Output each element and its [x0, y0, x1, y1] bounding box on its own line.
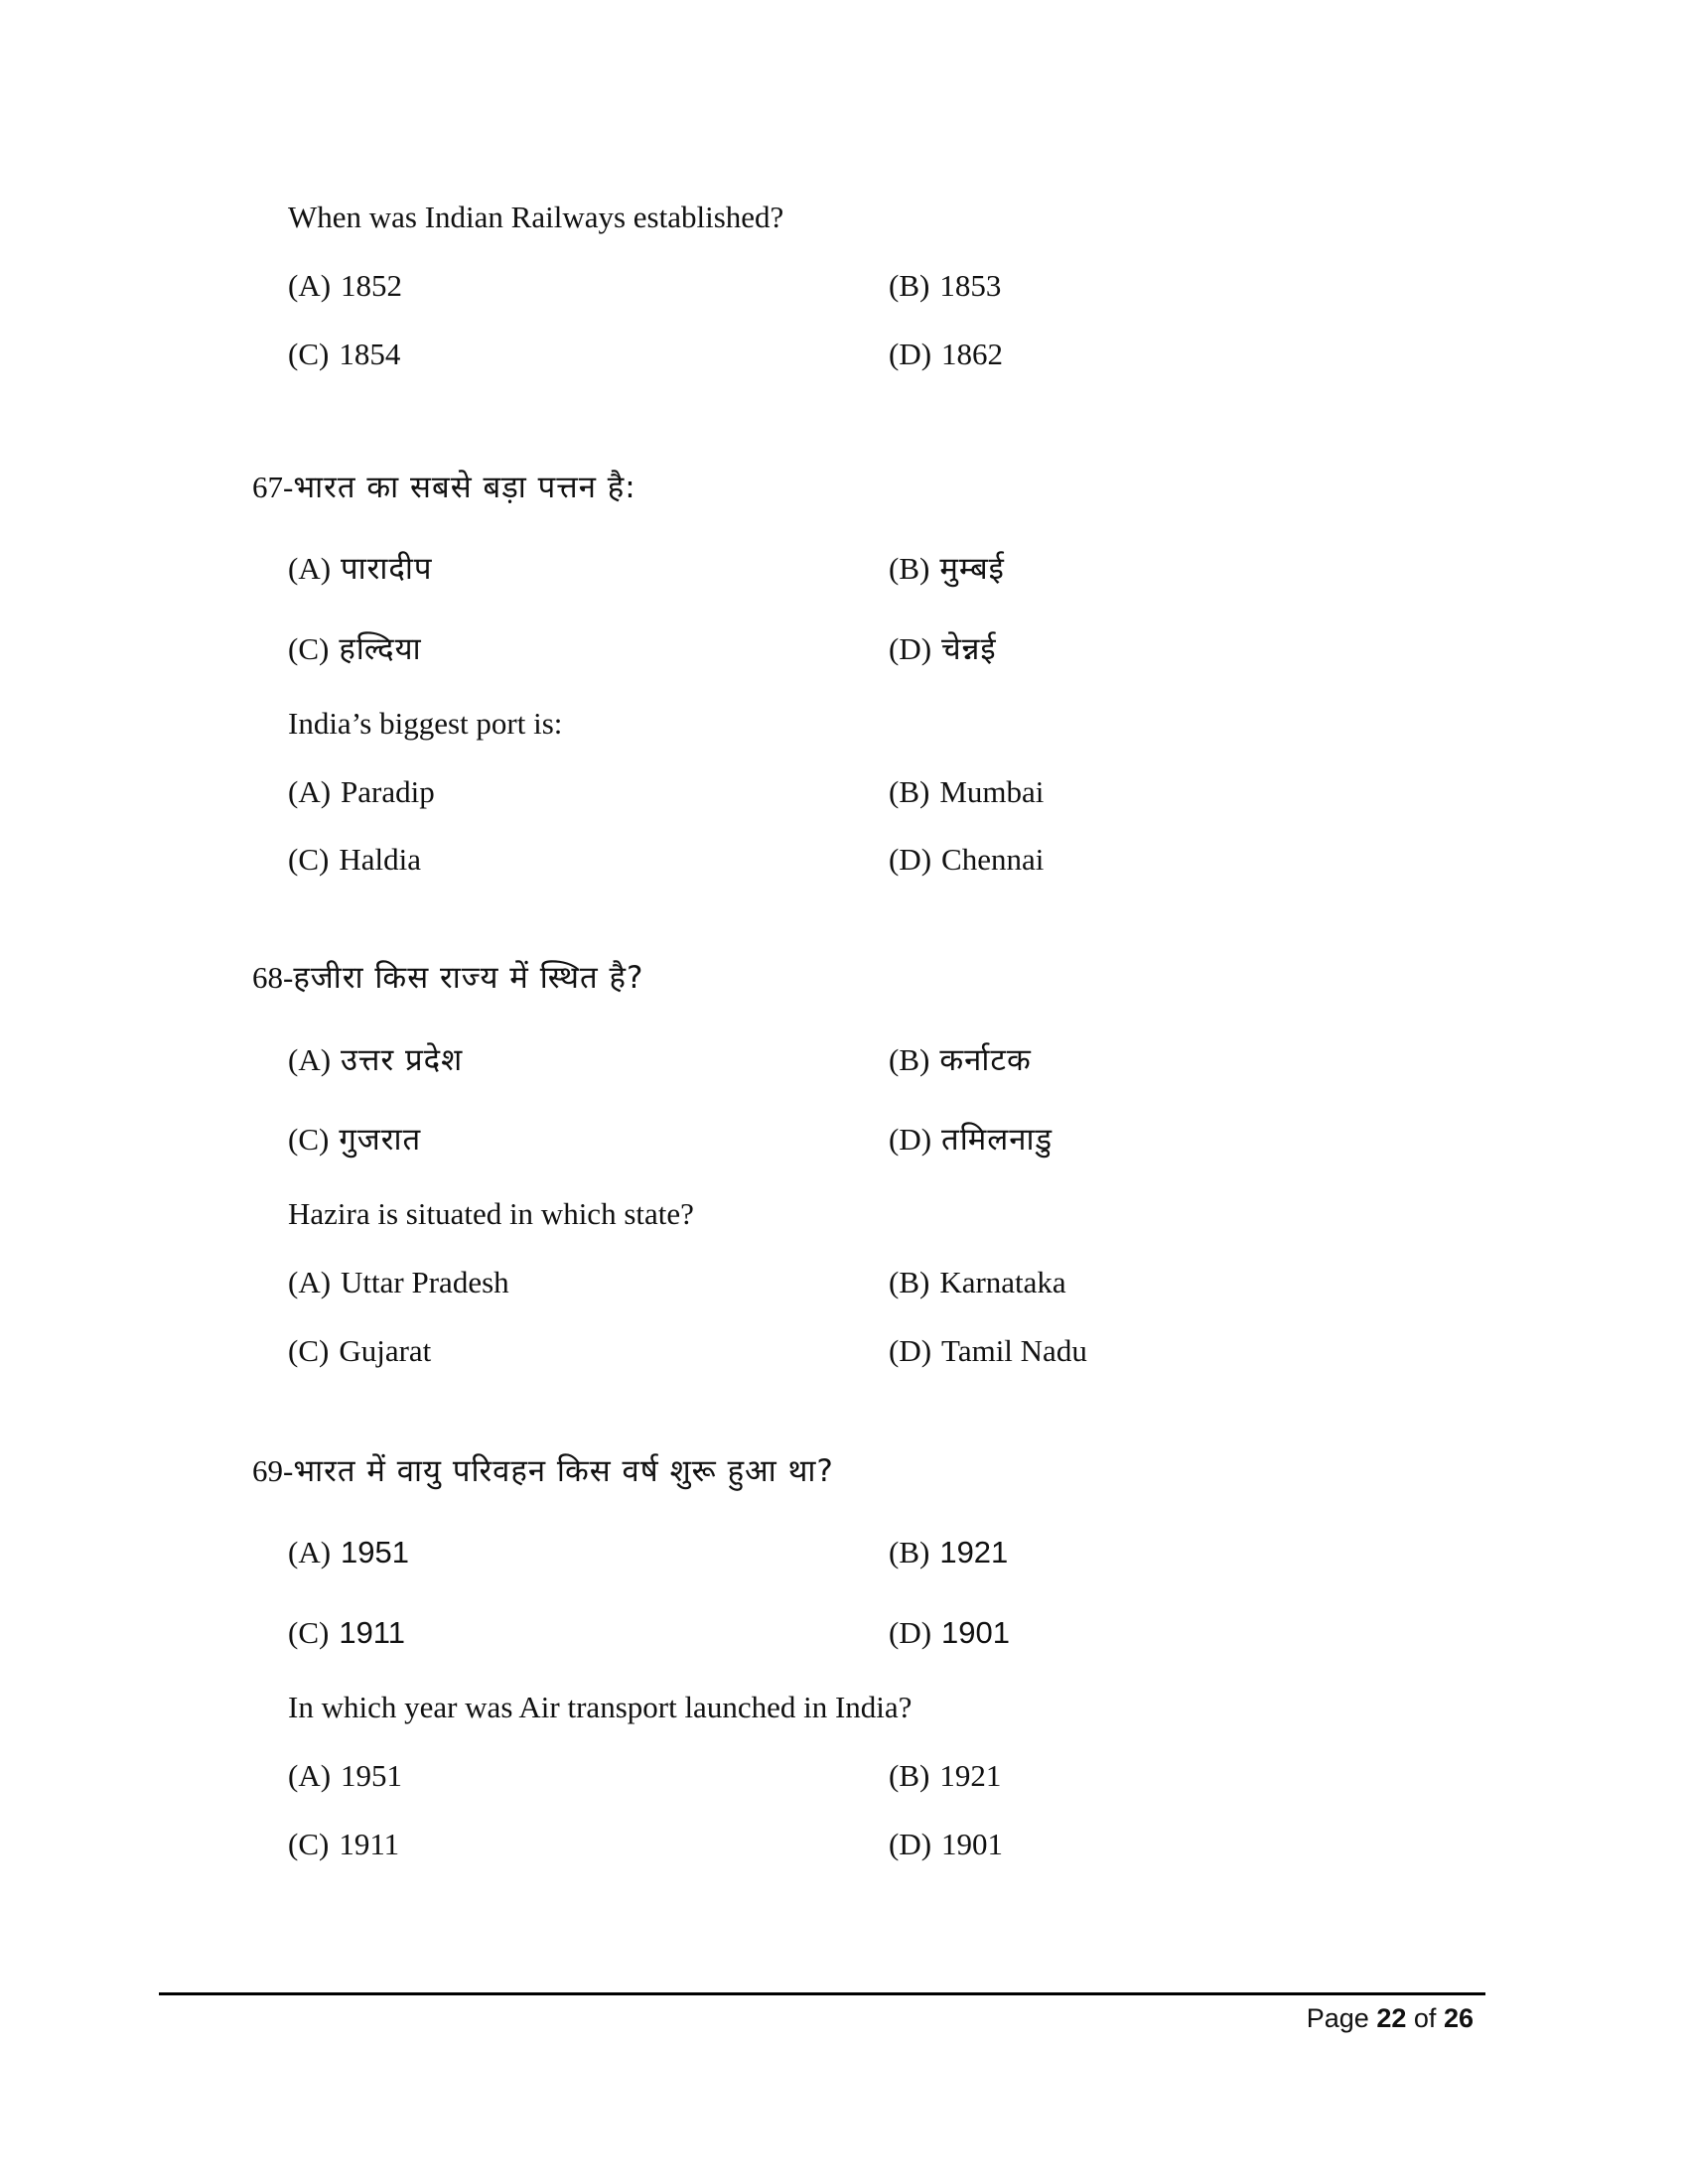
question-68-english — [288, 1194, 694, 1234]
option-letter: (B) — [889, 268, 930, 303]
option-a — [288, 549, 433, 589]
option-text: Tamil Nadu — [941, 1333, 1087, 1368]
question-text: When was Indian Railways established? — [288, 200, 784, 234]
option-letter: (D) — [889, 337, 932, 371]
question-number: 67- — [252, 470, 294, 504]
option-text: हल्दिया — [339, 631, 422, 667]
option-c — [288, 335, 400, 374]
question-text: In which year was Air transport launched in India? — [288, 1690, 913, 1724]
option-b — [889, 1533, 1008, 1572]
option-text: Paradip — [341, 774, 435, 809]
question-69-hindi — [252, 1451, 834, 1491]
option-letter: (D) — [889, 1122, 932, 1157]
question-number: 68- — [252, 960, 294, 995]
option-letter: (B) — [889, 1042, 930, 1077]
question-66-english — [288, 198, 783, 237]
option-letter: (D) — [889, 631, 932, 666]
option-b — [889, 266, 1001, 306]
option-letter: (C) — [288, 1333, 330, 1368]
question-69-english — [288, 1688, 912, 1727]
option-a — [288, 1756, 402, 1796]
option-text: 1911 — [339, 1615, 405, 1650]
option-letter: (C) — [288, 1827, 330, 1861]
option-a — [288, 772, 435, 812]
option-d — [889, 1331, 1087, 1371]
option-letter: (A) — [288, 1535, 332, 1570]
option-letter: (C) — [288, 842, 330, 877]
option-text: 1921 — [939, 1758, 1002, 1793]
option-b — [889, 772, 1044, 812]
option-text: Gujarat — [339, 1333, 432, 1368]
option-letter: (D) — [889, 1615, 932, 1650]
option-c — [288, 1825, 399, 1864]
option-letter: (B) — [889, 551, 930, 586]
page-label: Page — [1306, 2003, 1369, 2033]
option-b — [889, 1263, 1066, 1302]
of-label: of — [1413, 2003, 1437, 2033]
option-letter: (B) — [889, 1265, 930, 1299]
question-67-hindi — [252, 468, 636, 507]
option-c — [288, 1331, 431, 1371]
option-text: 1901 — [941, 1827, 1004, 1861]
question-68-hindi — [252, 958, 643, 998]
question-number: 69- — [252, 1453, 294, 1488]
option-letter: (A) — [288, 551, 332, 586]
question-text: हजीरा किस राज्य में स्थित है? — [293, 960, 644, 996]
option-text: चेन्नई — [941, 631, 997, 667]
option-d — [889, 1825, 1003, 1864]
option-letter: (B) — [889, 774, 930, 809]
question-text: Hazira is situated in which state? — [288, 1196, 694, 1231]
option-letter: (B) — [889, 1535, 930, 1570]
option-letter: (A) — [288, 1042, 332, 1077]
option-letter: (A) — [288, 1265, 332, 1299]
question-text: India’s biggest port is: — [288, 706, 563, 741]
option-a — [288, 1263, 509, 1302]
option-text: उत्तर प्रदेश — [341, 1042, 464, 1078]
option-text: 1852 — [341, 268, 403, 303]
option-text: 1853 — [939, 268, 1002, 303]
option-b — [889, 549, 1005, 589]
option-letter: (D) — [889, 1827, 932, 1861]
option-text: 1911 — [339, 1827, 400, 1861]
option-text: Uttar Pradesh — [341, 1265, 509, 1299]
option-letter: (C) — [288, 337, 330, 371]
option-text: 1951 — [341, 1758, 403, 1793]
option-letter: (D) — [889, 842, 932, 877]
question-67-english — [288, 704, 562, 744]
option-letter: (A) — [288, 774, 332, 809]
option-letter: (A) — [288, 268, 332, 303]
option-c — [288, 1613, 405, 1653]
option-d — [889, 1120, 1053, 1160]
option-letter: (C) — [288, 1615, 330, 1650]
option-b — [889, 1040, 1032, 1080]
option-c — [288, 1120, 421, 1160]
option-text: Karnataka — [939, 1265, 1066, 1299]
option-text: 1951 — [341, 1535, 410, 1570]
page-current: 22 — [1376, 2003, 1407, 2033]
option-text: मुम्बई — [939, 551, 1005, 587]
option-text: पारादीप — [341, 551, 433, 587]
option-c — [288, 629, 422, 669]
option-d — [889, 840, 1044, 880]
option-a — [288, 1040, 463, 1080]
question-text: भारत का सबसे बड़ा पत्तन है: — [293, 470, 636, 505]
option-text: गुजरात — [339, 1122, 422, 1158]
option-b — [889, 1756, 1001, 1796]
question-text: भारत में वायु परिवहन किस वर्ष शुरू हुआ था? — [293, 1453, 834, 1489]
option-text: तमिलनाडु — [941, 1122, 1054, 1158]
option-letter: (A) — [288, 1758, 332, 1793]
option-letter: (C) — [288, 1122, 330, 1157]
option-text: Chennai — [941, 842, 1045, 877]
option-a — [288, 266, 402, 306]
option-c — [288, 840, 421, 880]
option-letter: (D) — [889, 1333, 932, 1368]
option-a — [288, 1533, 409, 1572]
option-d — [889, 335, 1003, 374]
page-number — [1307, 2000, 1474, 2036]
page-total: 26 — [1443, 2003, 1474, 2033]
option-text: Haldia — [339, 842, 421, 877]
option-d — [889, 629, 997, 669]
option-letter: (B) — [889, 1758, 930, 1793]
option-text: Mumbai — [939, 774, 1045, 809]
option-text: 1862 — [941, 337, 1004, 371]
footer-divider — [159, 1992, 1485, 1995]
option-text: 1921 — [939, 1535, 1009, 1570]
option-text: 1854 — [339, 337, 401, 371]
option-d — [889, 1613, 1010, 1653]
option-letter: (C) — [288, 631, 330, 666]
option-text: कर्नाटक — [939, 1042, 1032, 1078]
option-text: 1901 — [941, 1615, 1011, 1650]
